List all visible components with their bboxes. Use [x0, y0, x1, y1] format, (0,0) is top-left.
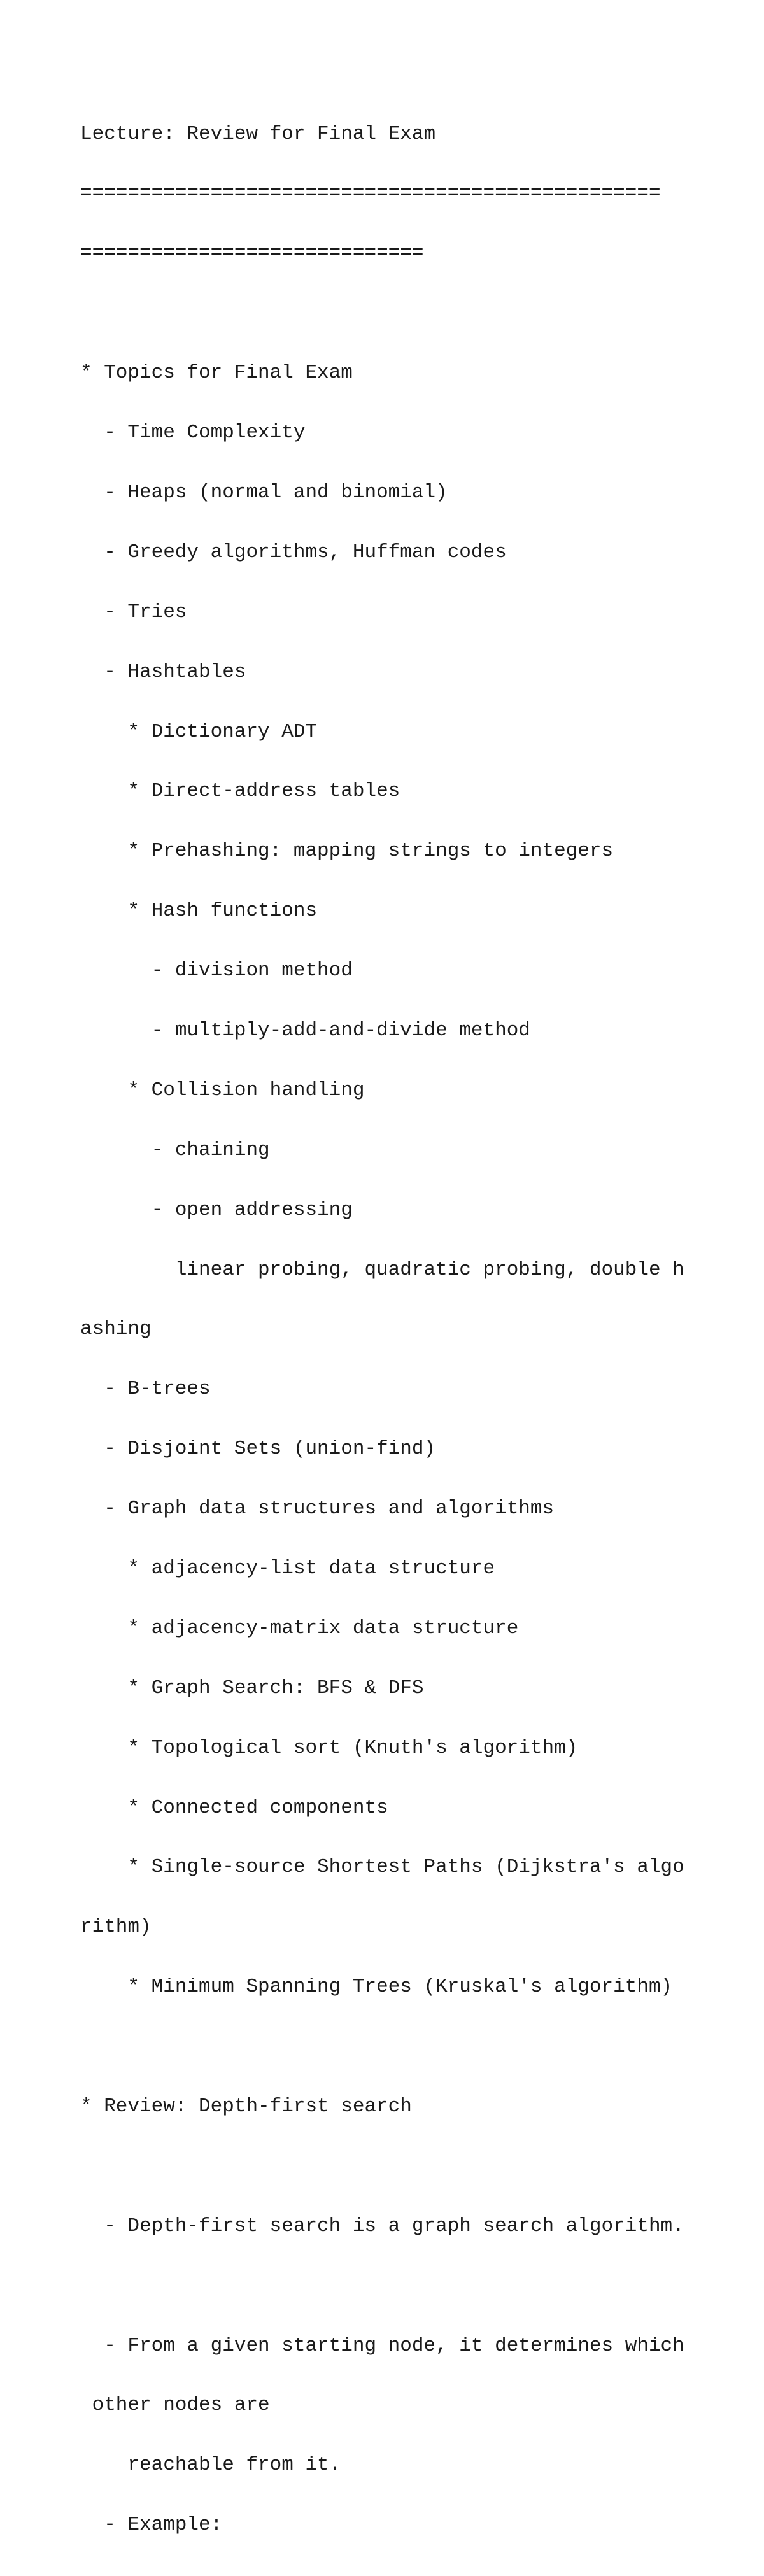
continuation-line: rithm) — [80, 1916, 152, 1939]
continuation-line: reachable from it. — [80, 2454, 341, 2477]
section-heading-review: * Review: Depth-first search — [80, 2095, 412, 2118]
title-underline-cont: ============================= — [80, 242, 424, 265]
subtopic-item: * Minimum Spanning Trees (Kruskal's algorithm) — [80, 1976, 673, 1999]
topic-item: - Hashtables — [80, 660, 246, 683]
continuation-line: other nodes are — [80, 2394, 270, 2417]
topic-item: - Time Complexity — [80, 421, 306, 444]
subtopic-item: * Topological sort (Knuth's algorithm) — [80, 1736, 578, 1759]
subtopic-item: * Single-source Shortest Paths (Dijkstra's algo — [80, 1856, 684, 1879]
blank-line — [80, 2276, 684, 2296]
doc-title: Lecture: Review for Final Exam — [80, 122, 436, 145]
subtopic-item: * Dictionary ADT — [80, 720, 318, 743]
subtopic-item: * Collision handling — [80, 1079, 365, 1101]
subtopic-item: * Hash functions — [80, 900, 318, 923]
blank-line — [80, 2037, 684, 2056]
topic-item: - Disjoint Sets (union-find) — [80, 1438, 436, 1461]
subtopic-item: * Connected components — [80, 1796, 388, 1819]
title-underline: ================================================= — [80, 182, 661, 205]
topic-item: - Greedy algorithms, Huffman codes — [80, 541, 507, 563]
review-item: - Depth-first search is a graph search algorithm. — [80, 2214, 684, 2237]
subtopic-item: * Prehashing: mapping strings to integers — [80, 840, 614, 863]
sub-subtopic-item: - division method — [80, 959, 353, 982]
review-item: - From a given starting node, it determines which — [80, 2334, 684, 2357]
sub-subtopic-item: - multiply-add-and-divide method — [80, 1019, 530, 1042]
subtopic-item: * Direct-address tables — [80, 780, 400, 803]
section-heading-topics: * Topics for Final Exam — [80, 362, 353, 385]
sub-subtopic-item: - chaining — [80, 1138, 270, 1161]
topic-item: - Tries — [80, 600, 187, 623]
blank-line — [80, 2156, 684, 2176]
blank-line — [80, 303, 684, 323]
sub-subtopic-item: - open addressing — [80, 1198, 353, 1221]
review-item: - Example: — [80, 2514, 223, 2537]
topic-item: - Graph data structures and algorithms — [80, 1497, 555, 1520]
topic-item: - B-trees — [80, 1378, 211, 1401]
lecture-notes-text — [80, 84, 684, 2575]
subtopic-item: * Graph Search: BFS & DFS — [80, 1676, 424, 1699]
subtopic-item: * adjacency-matrix data structure — [80, 1617, 519, 1639]
topic-item: - Heaps (normal and binomial) — [80, 481, 448, 504]
continuation-line: ashing — [80, 1318, 152, 1341]
continuation-line: linear probing, quadratic probing, double h — [80, 1258, 684, 1281]
subtopic-item: * adjacency-list data structure — [80, 1557, 495, 1580]
